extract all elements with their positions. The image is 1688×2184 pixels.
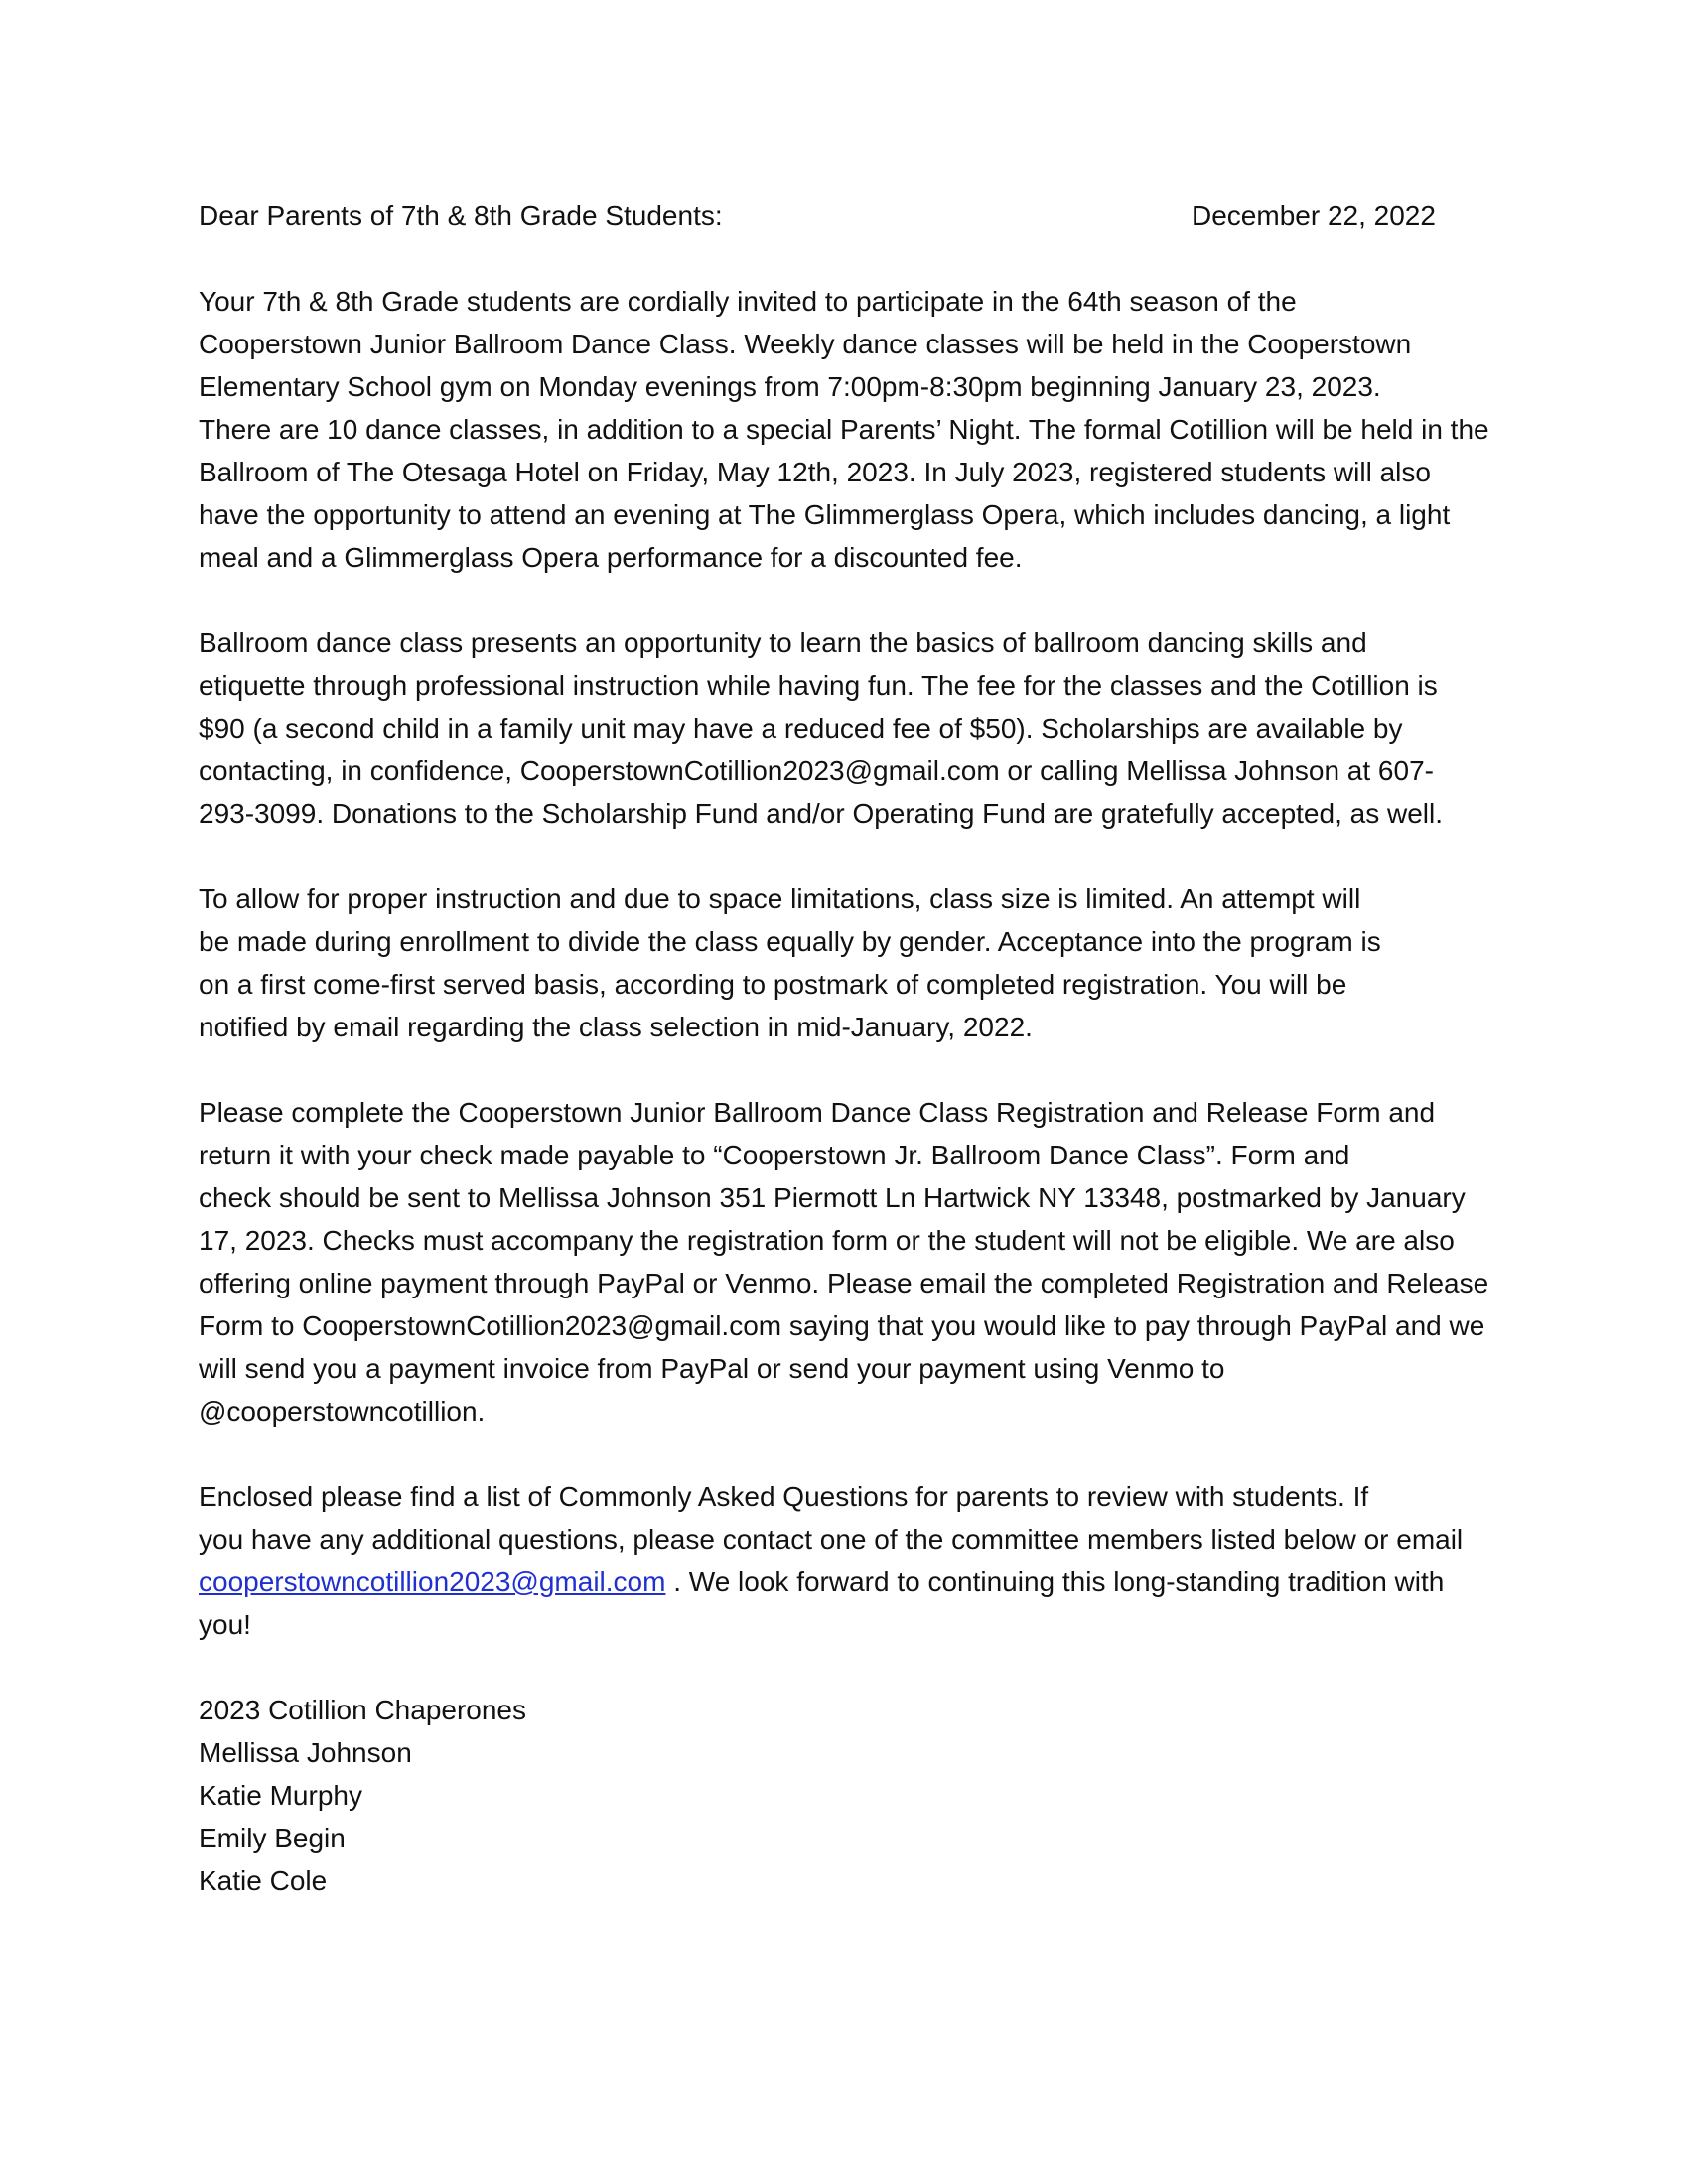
paragraph-line: 17, 2023. Checks must accompany the registration form or the student will not be eligible. We are also bbox=[199, 1225, 1455, 1256]
paragraph-line: contacting, in confidence, CooperstownCotillion2023@gmail.com or calling Mellissa Johnson at 607- bbox=[199, 755, 1434, 786]
salutation: Dear Parents of 7th & 8th Grade Students: bbox=[199, 201, 723, 231]
paragraph-line: @cooperstowncotillion. bbox=[199, 1396, 486, 1427]
paragraph-line: meal and a Glimmerglass Opera performance for a discounted fee. bbox=[199, 542, 1023, 573]
paragraph-line: be made during enrollment to divide the class equally by gender. Acceptance into the program is bbox=[199, 926, 1381, 957]
paragraph-line: Cooperstown Junior Ballroom Dance Class. Weekly dance classes will be held in the Cooperstown bbox=[199, 329, 1412, 359]
paragraph-line: you have any additional questions, please contact one of the committee members listed below or email bbox=[199, 1524, 1464, 1555]
paragraph-line: Your 7th & 8th Grade students are cordially invited to participate in the 64th season of the bbox=[199, 286, 1297, 317]
paragraph-line: $90 (a second child in a family unit may have a reduced fee of $50). Scholarships are available by bbox=[199, 713, 1403, 744]
paragraph-questions bbox=[199, 1475, 1509, 1646]
paragraph-line: will send you a payment invoice from PayPal or send your payment using Venmo to bbox=[199, 1353, 1225, 1384]
paragraph-line: 293-3099. Donations to the Scholarship Fund and/or Operating Fund are gratefully accepted, as well. bbox=[199, 798, 1443, 829]
paragraph-line: check should be sent to Mellissa Johnson 351 Piermott Ln Hartwick NY 13348, postmarked by January bbox=[199, 1182, 1466, 1213]
paragraph-line: notified by email regarding the class selection in mid-January, 2022. bbox=[199, 1012, 1033, 1042]
paragraph-line: on a first come-first served basis, according to postmark of completed registration. You will be bbox=[199, 969, 1347, 1000]
paragraph-line: Ballroom of The Otesaga Hotel on Friday, May 12th, 2023. In July 2023, registered students will also bbox=[199, 457, 1431, 487]
paragraph-enrollment bbox=[199, 878, 1509, 1048]
letter-date: December 22, 2022 bbox=[1192, 201, 1436, 231]
paragraph-line: There are 10 dance classes, in addition to a special Parents’ Night. The formal Cotillion will be held in the bbox=[199, 414, 1489, 445]
letter-page bbox=[199, 195, 1509, 1902]
chaperone-name: Emily Begin bbox=[199, 1823, 346, 1853]
paragraph-invitation bbox=[199, 280, 1509, 579]
paragraph-line: Please complete the Cooperstown Junior Ballroom Dance Class Registration and Release Form and bbox=[199, 1097, 1436, 1128]
signature-heading: 2023 Cotillion Chaperones bbox=[199, 1695, 526, 1725]
chaperone-name: Katie Cole bbox=[199, 1865, 328, 1896]
paragraph-line-with-link bbox=[199, 1561, 1509, 1603]
paragraph-line: Ballroom dance class presents an opportunity to learn the basics of ballroom dancing skills and bbox=[199, 627, 1367, 658]
paragraph-line: have the opportunity to attend an evening at The Glimmerglass Opera, which includes dancing, a light bbox=[199, 499, 1451, 530]
paragraph-line: you! bbox=[199, 1609, 251, 1640]
letter-header bbox=[199, 195, 1509, 237]
chaperone-name: Mellissa Johnson bbox=[199, 1737, 412, 1768]
paragraph-line: return it with your check made payable to “Cooperstown Jr. Ballroom Dance Class”. Form and bbox=[199, 1140, 1350, 1170]
paragraph-line: Elementary School gym on Monday evenings from 7:00pm-8:30pm beginning January 23, 2023. bbox=[199, 371, 1381, 402]
signature-block bbox=[199, 1689, 1509, 1902]
paragraph-line: Enclosed please find a list of Commonly Asked Questions for parents to review with students. If bbox=[199, 1481, 1369, 1512]
chaperone-name: Katie Murphy bbox=[199, 1780, 362, 1811]
paragraph-line: etiquette through professional instruction while having fun. The fee for the classes and the Cotillion is bbox=[199, 670, 1438, 701]
paragraph-line: Form to CooperstownCotillion2023@gmail.com saying that you would like to pay through PayPal and we bbox=[199, 1310, 1485, 1341]
email-link[interactable]: cooperstowncotillion2023@gmail.com bbox=[199, 1567, 666, 1597]
paragraph-line-text: . We look forward to continuing this long-standing tradition with bbox=[665, 1567, 1445, 1597]
paragraph-registration bbox=[199, 1091, 1509, 1433]
paragraph-line: offering online payment through PayPal or Venmo. Please email the completed Registration and Release bbox=[199, 1268, 1489, 1298]
paragraph-line: To allow for proper instruction and due to space limitations, class size is limited. An attempt will bbox=[199, 884, 1361, 914]
paragraph-fees bbox=[199, 621, 1509, 835]
